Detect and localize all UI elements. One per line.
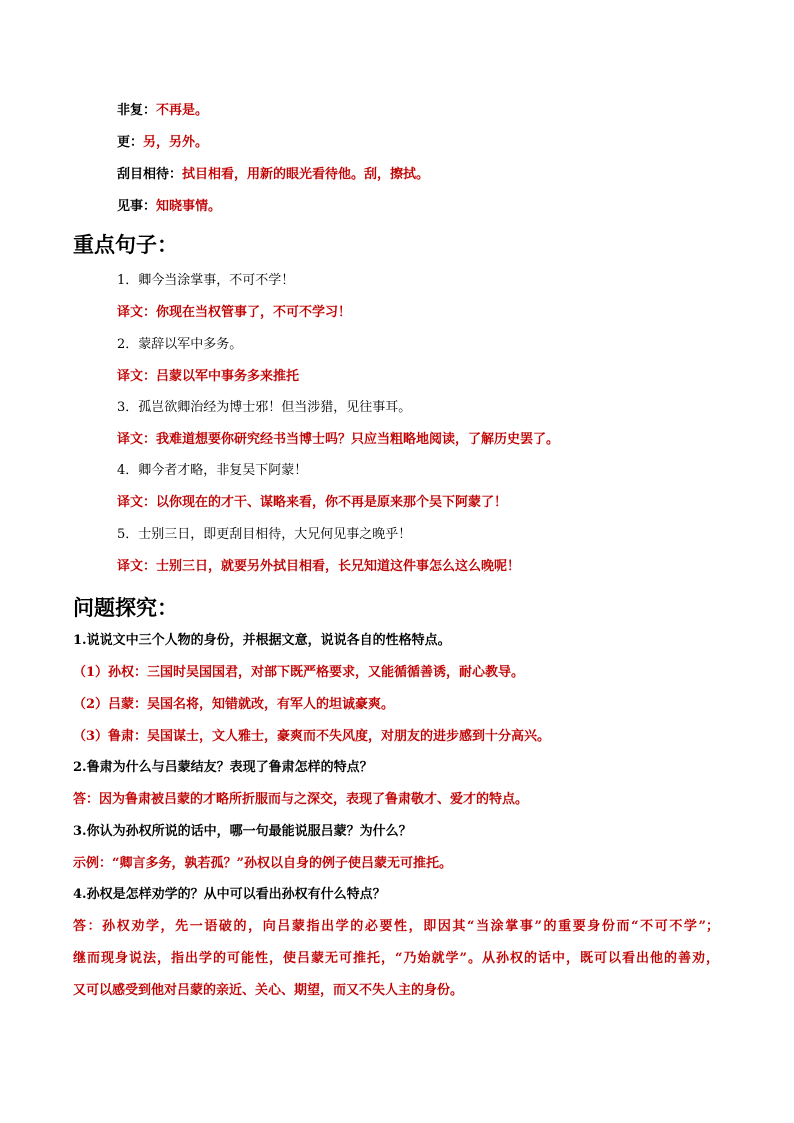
sentence-translation: 译文：以你现在的才干、谋略来看，你不再是原来那个吴下阿蒙了！ [117,495,508,510]
vocab-definition: 不再是。 [156,103,209,118]
question: 1.说说文中三个人物的身份，并根据文意，说说各自的性格特点。 [73,633,451,648]
answer-line: 答：孙权劝学，先一语破的，向吕蒙指出学的必要性，即因其“当涂掌事”的重要身份而“不可不学”； [73,919,719,934]
answer-line: 又可以感受到他对吕蒙的亲近、关心、期望，而又不失人主的身份。 [73,983,464,998]
sentence-translation: 译文：吕蒙以军中事务多来推托 [117,369,300,384]
answer: （2）吕蒙：吴国名将，知错就改，有军人的坦诚豪爽。 [73,697,395,712]
question: 4.孙权是怎样劝学的？从中可以看出孙权有什么特点？ [73,887,386,902]
question: 2.鲁肃为什么与吕蒙结友？表现了鲁肃怎样的特点？ [73,760,373,775]
answer: （1）孙权：三国时吴国国君，对部下既严格要求，又能循循善诱，耐心教导。 [73,665,525,680]
vocab-term: 刮目相待： [117,167,183,182]
sentence-original: 1．卿今当涂掌事，不可不学！ [117,273,295,288]
answer-line: 继而现身说法，指出学的可能性，使吕蒙无可推托，“乃始就学”。从孙权的话中，既可以看出他的善劝， [73,951,719,966]
vocab-definition: 拭目相看，用新的眼光看待他。刮，擦拭。 [182,167,430,182]
vocab-definition: 知晓事情。 [156,199,222,214]
answer: 示例：“卿言多务，孰若孤？”孙权以自身的例子使吕蒙无可推托。 [73,856,452,871]
vocab-term: 更： [117,135,144,150]
vocab-term: 见事： [117,199,157,214]
answer: 答：因为鲁肃被吕蒙的才略所折服而与之深交，表现了鲁肃敬才、爱才的特点。 [73,792,529,807]
answer: （3）鲁肃：吴国谋士，文人雅士，豪爽而不失风度，对朋友的进步感到十分高兴。 [73,729,551,744]
sentence-translation: 译文：我难道想要你研究经书当博士吗？只应当粗略地阅读，了解历史罢了。 [117,432,560,447]
sentence-translation: 译文：你现在当权管事了，不可不学习！ [117,305,352,320]
sentence-original: 4．卿今者才略，非复吴下阿蒙！ [117,463,308,478]
vocab-item [117,166,429,184]
sentence-original: 2．蒙辞以军中多务。 [117,337,243,352]
vocab-item [117,134,208,152]
sentence-original: 5．士别三日，即更刮目相待，大兄何见事之晚乎！ [117,527,412,542]
sentence-translation: 译文：士别三日，就要另外拭目相看，长兄知道这件事怎么这么晚呢！ [117,559,521,574]
section-title-questions: 问题探究： [73,596,178,620]
vocab-item [117,102,208,120]
vocab-definition: 另，另外。 [143,135,209,150]
section-title-key-sentences: 重点句子： [73,233,178,257]
question: 3.你认为孙权所说的话中，哪一句最能说服吕蒙？为什么？ [73,824,412,839]
sentence-original: 3．孤岂欲卿治经为博士邪！但当涉猎，见往事耳。 [117,400,412,415]
vocab-term: 非复： [117,103,157,118]
vocab-item [117,198,221,216]
